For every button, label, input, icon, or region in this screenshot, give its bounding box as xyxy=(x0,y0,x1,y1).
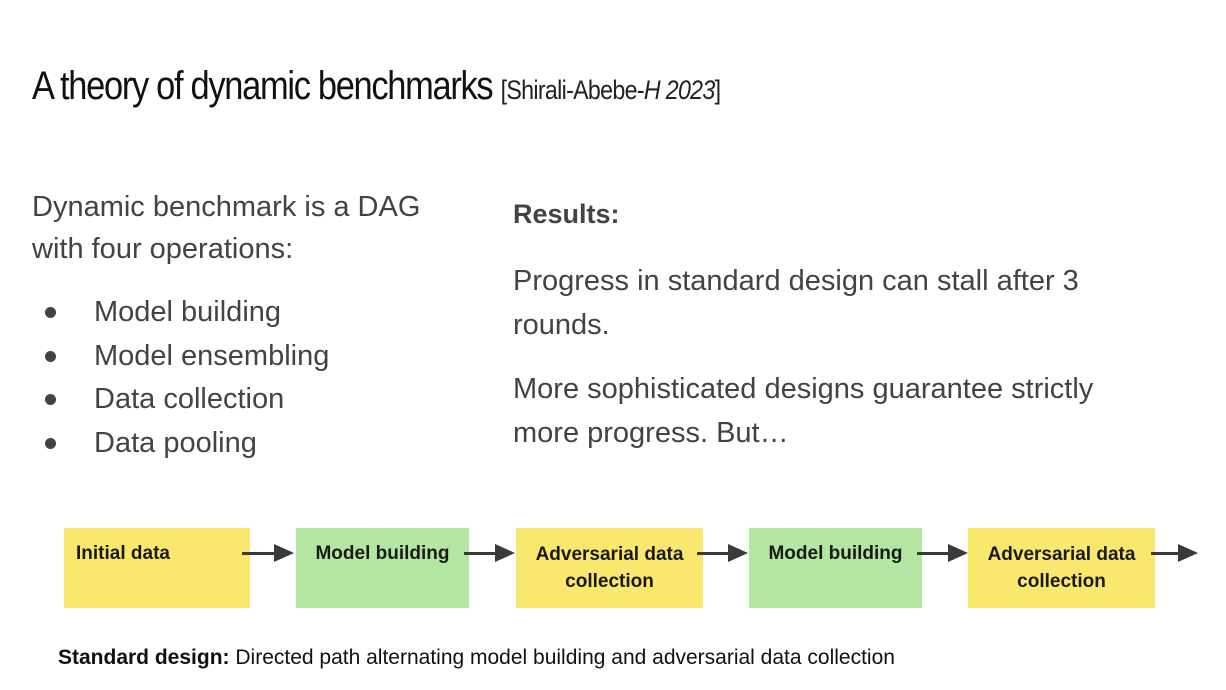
result-paragraph-2: More sophisticated designs guarantee strictly more progress. But… xyxy=(513,373,1094,449)
caption-bold: Standard design: xyxy=(58,646,230,669)
node-model-building-2 xyxy=(749,528,922,608)
list-item xyxy=(40,291,329,335)
bullet-icon xyxy=(45,307,56,318)
results-heading: Results: xyxy=(513,199,620,229)
citation xyxy=(501,75,721,105)
operation-label: Data collection xyxy=(94,383,285,415)
node-model-building-1 xyxy=(296,528,469,608)
operation-label: Model building xyxy=(94,296,282,328)
operation-label: Model ensembling xyxy=(94,339,330,372)
operation-label: Data pooling xyxy=(94,426,257,459)
diagram-caption xyxy=(58,646,895,670)
arrow-5-head-icon xyxy=(1178,544,1198,562)
arrow-2-line xyxy=(464,552,498,555)
arrow-5-line xyxy=(1151,552,1181,555)
arrow-1-line xyxy=(242,552,278,555)
bullet-icon xyxy=(45,394,56,405)
arrow-3-head-icon xyxy=(728,544,748,562)
list-item xyxy=(40,422,329,466)
list-item xyxy=(40,335,329,379)
arrow-4-line xyxy=(917,552,951,555)
citation-suffix: ] xyxy=(714,75,721,105)
title-text: A theory of dynamic benchmarks xyxy=(32,64,493,108)
arrow-3-line xyxy=(697,552,731,555)
arrow-4-head-icon xyxy=(948,544,968,562)
bullet-icon xyxy=(45,438,56,449)
arrow-2-head-icon xyxy=(495,544,515,562)
node-initial-data xyxy=(64,528,250,608)
node-label: Model building xyxy=(315,543,450,564)
slide-title xyxy=(32,64,720,109)
node-adversarial-data-collection-2 xyxy=(968,528,1155,608)
list-item xyxy=(40,378,329,422)
node-label: Adversarial data collection xyxy=(987,544,1136,592)
node-adversarial-data-collection-1 xyxy=(516,528,703,608)
caption-text: Directed path alternating model building and adversarial data collection xyxy=(229,646,895,669)
intro-text: Dynamic benchmark is a DAG with four operations: xyxy=(32,191,421,265)
operations-list xyxy=(40,291,329,465)
result-paragraph-1: Progress in standard design can stall after 3 rounds. xyxy=(513,265,1079,341)
citation-prefix: [Shirali-Abebe- xyxy=(500,75,644,105)
citation-italic: H 2023 xyxy=(643,75,715,105)
node-label: Initial data xyxy=(76,543,170,564)
node-label: Adversarial data collection xyxy=(535,544,684,592)
bullet-icon xyxy=(45,351,56,362)
node-label: Model building xyxy=(768,543,903,564)
arrow-1-head-icon xyxy=(274,544,294,562)
